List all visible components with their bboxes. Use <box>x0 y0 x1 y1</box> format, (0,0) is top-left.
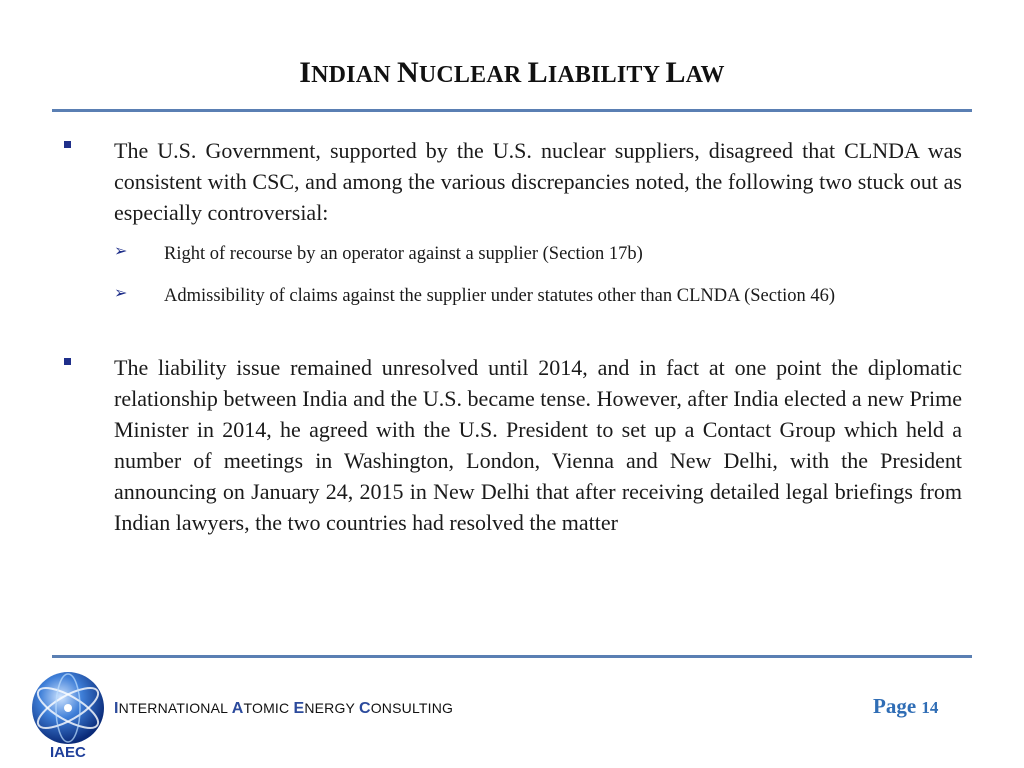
page-label: Page <box>873 694 917 718</box>
company-initial: I <box>114 700 119 717</box>
sub-bullet-item: Right of recourse by an operator against a supplier (Section 17b) <box>164 244 643 264</box>
square-bullet-icon <box>64 358 71 365</box>
footer-divider <box>52 655 972 658</box>
company-word: NERGY <box>304 700 359 716</box>
sub-bullet-item: Admissibility of claims against the supplier under statutes other than CLNDA (Section 46) <box>164 286 836 306</box>
title-initial: I <box>299 56 312 89</box>
globe-logo-icon <box>30 670 106 746</box>
company-word: TOMIC <box>243 700 294 716</box>
page-number <box>873 694 938 719</box>
arrowhead-bullet-icon: ➢ <box>114 283 128 302</box>
title-word: UCLEAR <box>418 62 522 88</box>
bullet-item: The U.S. Government, supported by the U.S. nuclear suppliers, disagreed that CLNDA was consistent with CSC, and among the various discrepancies noted, the following two stuck out as especially controversial: <box>114 138 962 225</box>
title-initial: N <box>396 56 419 89</box>
company-initial: A <box>231 700 244 717</box>
title-word: AW <box>685 62 725 88</box>
logo-text: IAEC <box>50 744 86 761</box>
arrowhead-bullet-icon: ➢ <box>114 241 128 260</box>
bullet-item: The liability issue remained unresolved until 2014, and in fact at one point the diplomatic relationship between India and the U.S. became tense. However, after India elected a new Prime Minister in 2014, he agreed with the U.S. President to set up a Contact Group which held a number of meetings in Washington, London, Vienna and New Delhi, with the President announcing on January 24, 2015 in New Delhi that after receiving detailed legal briefings from Indian lawyers, the two countries had resolved the matter <box>114 355 962 535</box>
company-initial: C <box>358 700 371 717</box>
title-word: NDIAN <box>311 62 391 88</box>
slide-title <box>0 56 1024 90</box>
company-word: ONSULTING <box>370 700 454 716</box>
title-divider <box>52 109 972 112</box>
square-bullet-icon <box>64 141 71 148</box>
company-initial: E <box>293 700 305 717</box>
company-name <box>114 700 453 718</box>
title-initial: L <box>527 56 548 89</box>
title-word: IABILITY <box>547 62 660 88</box>
company-word: NTERNATIONAL <box>118 700 232 716</box>
title-initial: L <box>665 56 686 89</box>
page-number-value: 14 <box>921 698 939 717</box>
